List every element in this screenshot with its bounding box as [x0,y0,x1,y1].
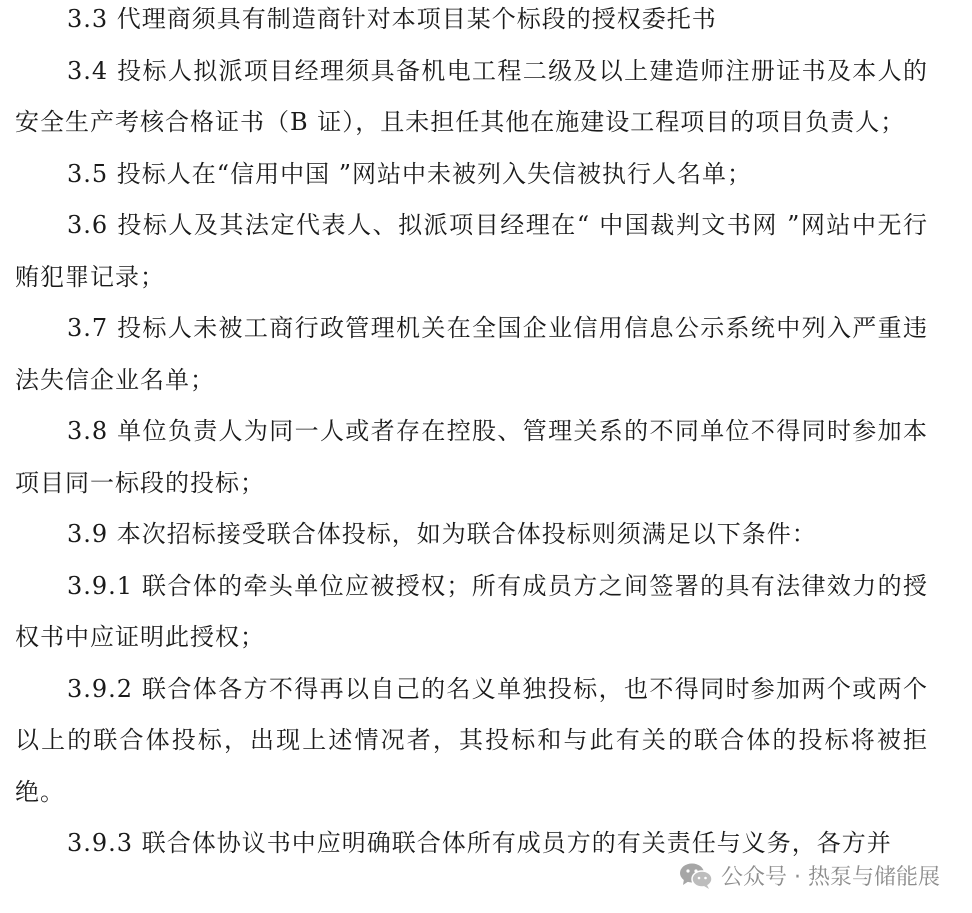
watermark-text: 公众号 · 热泵与储能展 [721,865,940,890]
wechat-icon [679,862,713,890]
paragraph-3-6: 3.6 投标人及其法定代表人、拟派项目经理在“ 中国裁判文书网 ”网站中无行贿犯罪记录； [15,211,928,291]
paragraph-3-9-2: 3.9.2 联合体各方不得再以自己的名义单独投标，也不得同时参加两个或两个以上的联合体投标，出现上述情况者，其投标和与此有关的联合体的投标将被拒绝。 [15,674,928,806]
paragraph-3-9: 3.9 本次招标接受联合体投标，如为联合体投标则须满足以下条件： [67,520,817,548]
paragraph-3-9-1: 3.9.1 联合体的牵头单位应被授权；所有成员方之间签署的具有法律效力的授权书中应证明此授权； [15,571,928,651]
paragraph-3-9-3: 3.9.3 联合体协议书中应明确联合体所有成员方的有关责任与义务，各方并 [67,829,892,857]
paragraph-3-4: 3.4 投标人拟派项目经理须具备机电工程二级及以上建造师注册证书及本人的安全生产考核合格证书（B 证），且未担任其他在施建设工程项目的项目负责人； [15,56,928,136]
paragraph-3-8: 3.8 单位负责人为同一人或者存在控股、管理关系的不同单位不得同时参加本项目同一标段的投标； [15,417,928,497]
watermark [675,858,944,893]
paragraph-3-3: 3.3 代理商须具有制造商针对本项目某个标段的授权委托书 [67,5,717,33]
paragraph-3-7: 3.7 投标人未被工商行政管理机关在全国企业信用信息公示系统中列入严重违法失信企业名单； [15,314,928,394]
paragraph-3-5: 3.5 投标人在“信用中国 ”网站中未被列入失信被执行人名单； [67,159,752,188]
